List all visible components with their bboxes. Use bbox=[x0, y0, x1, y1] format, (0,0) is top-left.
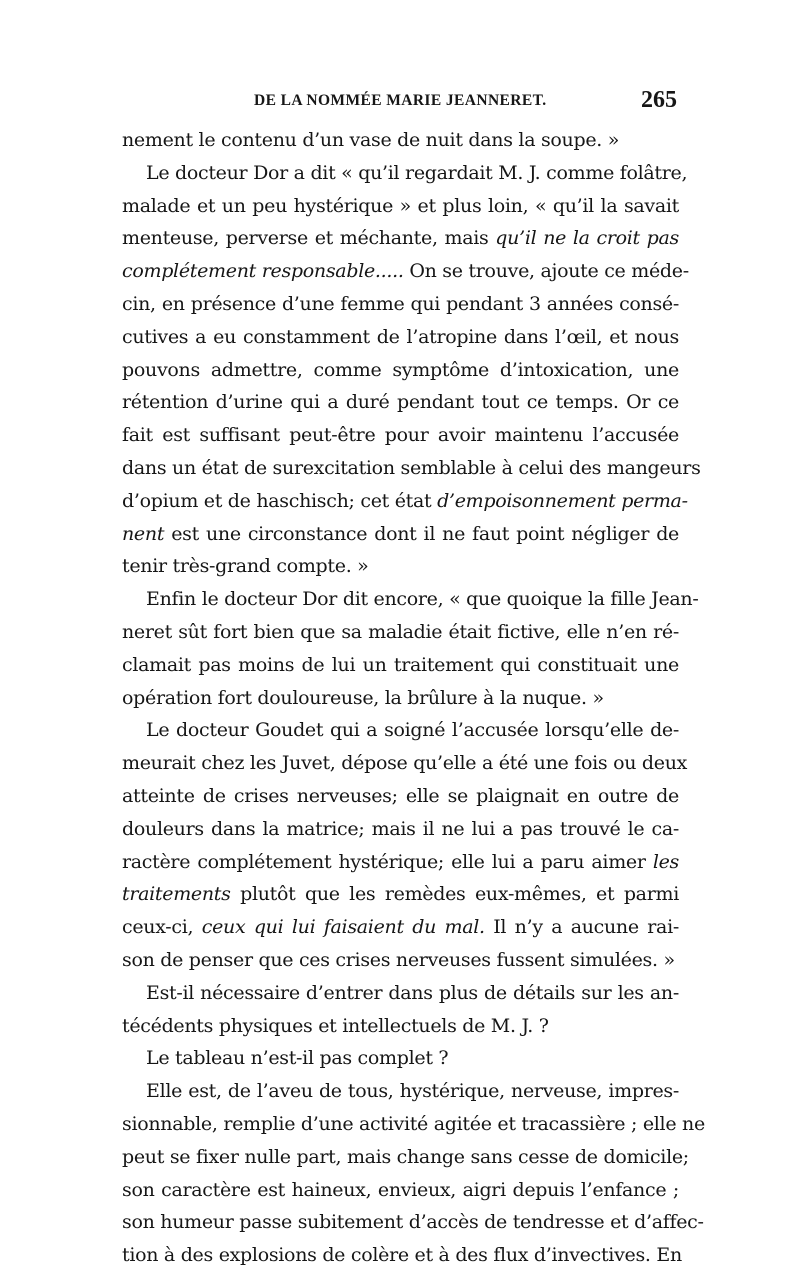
text-line bbox=[122, 714, 679, 747]
text-segment: cin, en présence d’une femme qui pendant 3 années consé- bbox=[122, 292, 679, 315]
text-line bbox=[122, 1075, 679, 1108]
text-segment: rétention d’urine qui a duré pendant tout ce temps. Or ce bbox=[122, 391, 679, 414]
text-line bbox=[122, 1141, 689, 1174]
text-line bbox=[122, 321, 679, 354]
text-segment: pouvons admettre, comme symptôme d’intoxication, une bbox=[122, 358, 679, 381]
text-segment: opération fort douloureuse, la brûlure à la nuque. » bbox=[122, 686, 604, 709]
text-line bbox=[122, 649, 679, 682]
text-segment: son de penser que ces crises nerveuses fussent simulées. » bbox=[122, 948, 675, 971]
text-line bbox=[122, 977, 679, 1010]
text-line bbox=[122, 1239, 682, 1272]
text-segment: est une circonstance dont il ne faut point négliger de bbox=[164, 522, 679, 545]
text-segment: Le docteur Dor a dit « qu’il regardait M. J. comme folâtre, bbox=[146, 161, 688, 184]
text-segment: menteuse, perverse et méchante, mais bbox=[122, 227, 496, 250]
text-line bbox=[122, 354, 679, 387]
text-line bbox=[122, 911, 679, 944]
body-text bbox=[122, 124, 705, 1272]
text-segment: cutives a eu constamment de l’atropine dans l’œil, et nous bbox=[122, 325, 679, 348]
running-title: DE LA NOMMÉE MARIE JEANNERET. bbox=[254, 92, 547, 109]
text-segment: malade et un peu hystérique » et plus loin, « qu’il la savait bbox=[122, 194, 679, 217]
text-segment: neret sût fort bien que sa maladie était fictive, elle n’en ré- bbox=[122, 620, 679, 643]
text-line bbox=[122, 1174, 679, 1207]
text-segment: Le docteur Goudet qui a soigné l’accusée lorsqu’elle de- bbox=[146, 719, 679, 742]
text-line bbox=[122, 1010, 679, 1043]
text-line bbox=[122, 878, 679, 911]
text-line bbox=[122, 157, 688, 190]
text-line bbox=[122, 222, 679, 255]
text-line bbox=[122, 485, 688, 518]
text-segment: d’opium et de haschisch; cet état bbox=[122, 489, 438, 512]
text-segment: fait est suffisant peut-être pour avoir maintenu l’accusée bbox=[122, 424, 679, 447]
text-line bbox=[122, 1206, 704, 1239]
text-line bbox=[122, 550, 679, 583]
text-line bbox=[122, 944, 679, 977]
text-segment: meurait chez les Juvet, dépose qu’elle a été une fois ou deux bbox=[122, 752, 688, 775]
italic-text: les bbox=[652, 850, 679, 873]
text-segment: ractère complétement hystérique; elle lui a paru aimer bbox=[122, 850, 653, 873]
italic-text: traitements bbox=[122, 883, 231, 906]
text-segment: Le tableau n’est-il pas complet ? bbox=[146, 1047, 449, 1070]
running-head bbox=[122, 88, 677, 116]
text-segment: son caractère est haineux, envieux, aigri depuis l’enfance ; bbox=[122, 1178, 679, 1201]
text-segment: peut se fixer nulle part, mais change sans cesse de domicile; bbox=[122, 1145, 689, 1168]
text-segment: sionnable, remplie d’une activité agitée et tracassière ; elle ne bbox=[122, 1112, 705, 1135]
text-line bbox=[122, 386, 679, 419]
text-line bbox=[122, 452, 701, 485]
italic-text: qu’il ne la croit pas bbox=[495, 227, 680, 250]
italic-text: d’empoisonnement perma- bbox=[437, 489, 688, 512]
text-line bbox=[122, 1042, 679, 1075]
text-line bbox=[122, 846, 679, 879]
text-segment: dans un état de surexcitation semblable à celui des mangeurs bbox=[122, 456, 701, 479]
text-line bbox=[122, 682, 679, 715]
italic-text: ceux qui lui faisaient du mal. bbox=[201, 916, 485, 939]
text-line bbox=[122, 288, 679, 321]
text-segment: plutôt que les remèdes eux-mêmes, et parmi bbox=[230, 883, 679, 906]
text-segment: Elle est, de l’aveu de tous, hystérique, nerveuse, impres- bbox=[146, 1080, 679, 1103]
text-segment: Enfin le docteur Dor dit encore, « que quoique la fille Jean- bbox=[146, 588, 699, 611]
text-segment: clamait pas moins de lui un traitement qui constituait une bbox=[122, 653, 679, 676]
text-segment: son humeur passe subitement d’accès de tendresse et d’affec- bbox=[122, 1211, 704, 1234]
text-segment: nement le contenu d’un vase de nuit dans la soupe. » bbox=[122, 129, 620, 151]
text-line bbox=[122, 583, 699, 616]
page-number: 265 bbox=[641, 87, 677, 113]
text-segment: tion à des explosions de colère et à des flux d’invectives. En bbox=[122, 1244, 682, 1267]
text-segment: Est-il nécessaire d’entrer dans plus de détails sur les an- bbox=[146, 981, 679, 1004]
text-segment: douleurs dans la matrice; mais il ne lui a pas trouvé le ca- bbox=[122, 817, 679, 840]
text-line bbox=[122, 419, 679, 452]
text-segment: ceux-ci, bbox=[122, 916, 202, 939]
italic-text: nent bbox=[122, 522, 165, 545]
text-line bbox=[122, 747, 688, 780]
text-segment: técédents physiques et intellectuels de M. J. ? bbox=[122, 1014, 549, 1037]
text-line bbox=[122, 518, 679, 551]
text-segment: tenir très-grand compte. » bbox=[122, 555, 369, 578]
italic-text: complétement responsable..... bbox=[122, 260, 404, 283]
text-segment: Il n’y a aucune rai- bbox=[484, 916, 679, 939]
text-line bbox=[122, 780, 679, 813]
text-line bbox=[122, 255, 689, 288]
text-line bbox=[122, 616, 679, 649]
text-line bbox=[122, 813, 679, 846]
text-line bbox=[122, 124, 679, 157]
text-segment: On se trouve, ajoute ce méde- bbox=[403, 260, 689, 283]
text-segment: atteinte de crises nerveuses; elle se plaignait en outre de bbox=[122, 784, 679, 807]
text-line bbox=[122, 1108, 705, 1141]
text-line bbox=[122, 190, 679, 223]
